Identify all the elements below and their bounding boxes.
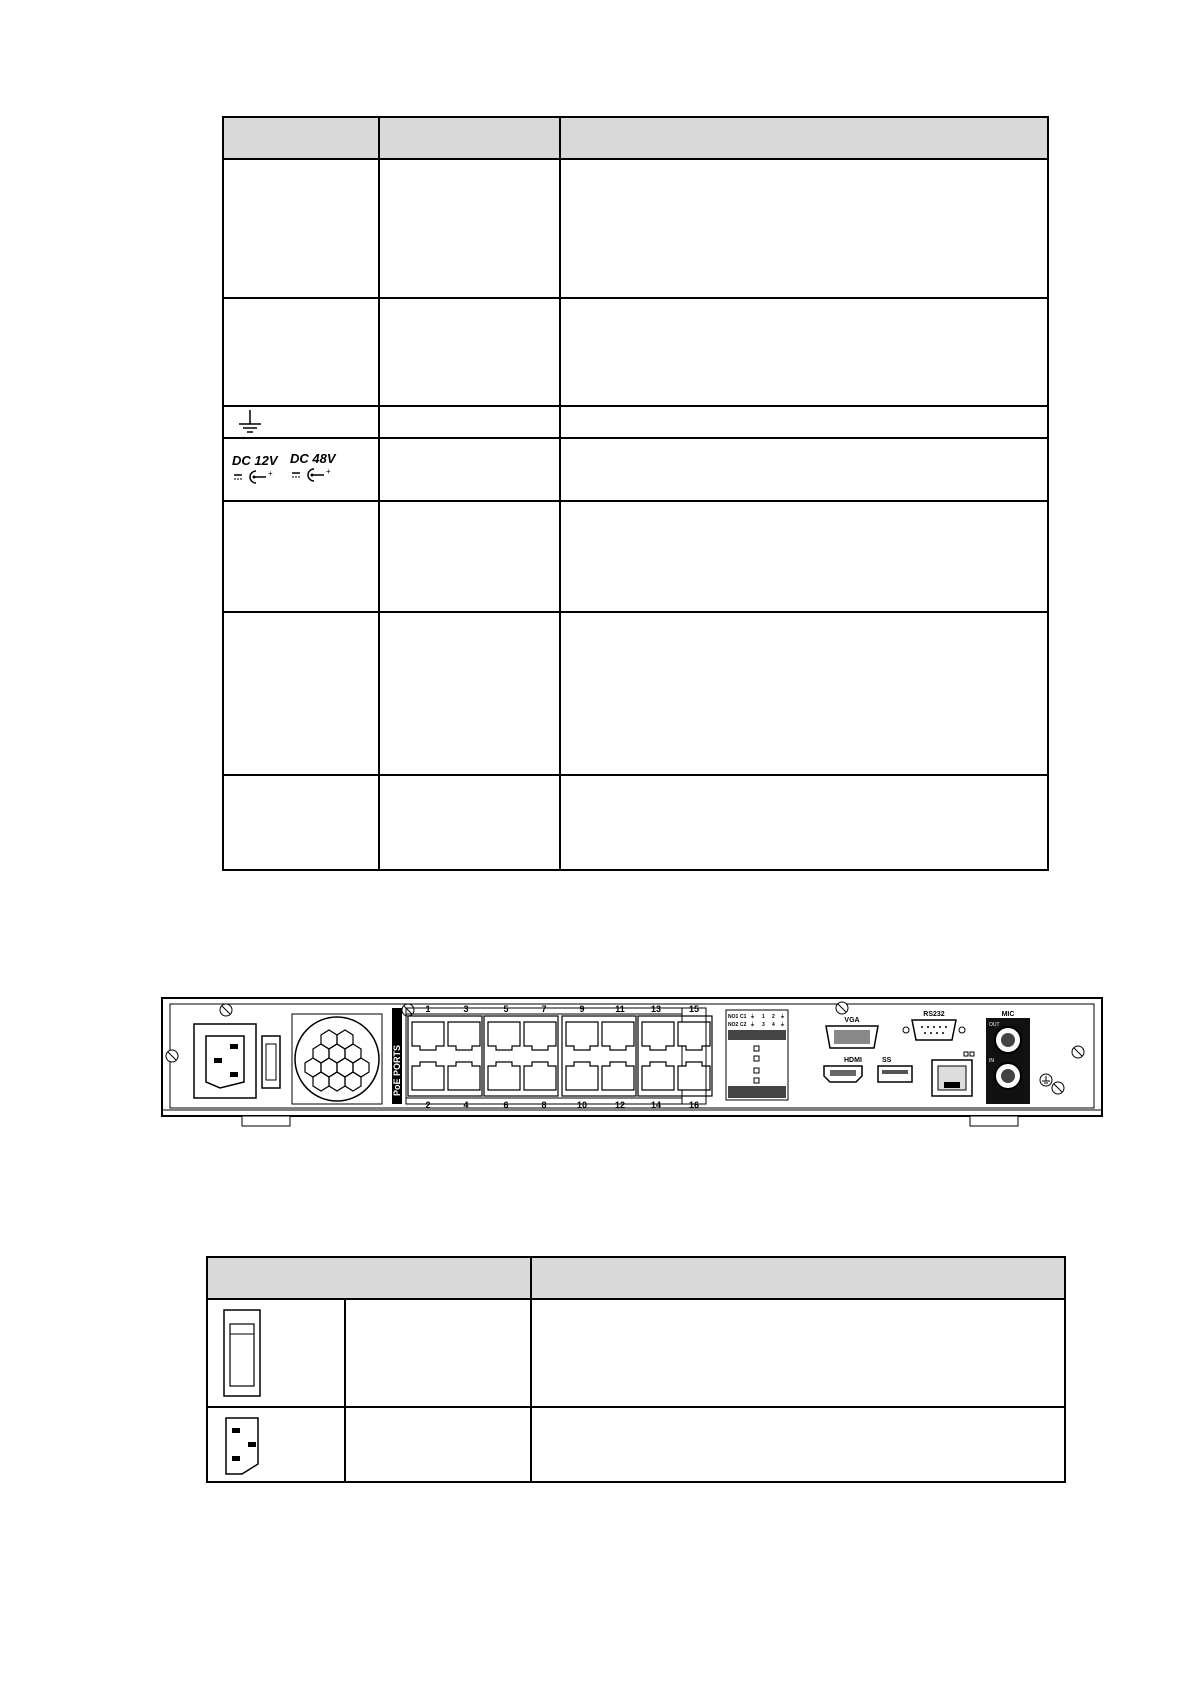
poe-port-icon	[678, 1022, 710, 1050]
poe-label: PoE PORTS	[392, 1044, 402, 1096]
header-cell	[207, 1257, 531, 1299]
mic-label: MIC	[1001, 1011, 1015, 1018]
screw-icon	[836, 1002, 848, 1014]
header-cell	[560, 117, 1048, 159]
port-description-table-1	[222, 116, 1049, 871]
alarm-label: ⏚	[780, 1014, 786, 1020]
header-cell	[531, 1257, 1065, 1299]
alarm-label: NO2	[728, 1022, 739, 1028]
poe-port-icon	[566, 1022, 598, 1050]
alarm-label: ⏚	[750, 1022, 756, 1028]
svg-text:+: +	[326, 467, 331, 476]
port-label-13: 13	[650, 1004, 662, 1014]
alarm-label: ⏚	[750, 1014, 756, 1020]
port-label-6: 6	[503, 1100, 509, 1110]
alarm-label: ⏚	[780, 1022, 786, 1028]
poe-port-icon	[566, 1062, 598, 1090]
poe-port-icon	[412, 1022, 444, 1050]
table-row	[223, 159, 1048, 298]
table-row	[223, 438, 1048, 501]
port-label-3: 3	[463, 1004, 469, 1014]
alarm-terminal-block	[726, 1010, 788, 1100]
table-row	[207, 1407, 1065, 1482]
poe-port-icon	[642, 1022, 674, 1050]
mic-out-label: OUT	[989, 1022, 1000, 1028]
mic-in-label: IN	[989, 1058, 994, 1064]
table-row	[223, 775, 1048, 870]
poe-port-icon	[488, 1062, 520, 1090]
power-switch-icon-cell	[207, 1299, 345, 1407]
header-cell	[379, 117, 560, 159]
svg-text:HDMI: HDMI	[844, 1057, 862, 1064]
alarm-label: C2	[740, 1022, 747, 1028]
poe-port-icon	[448, 1062, 480, 1090]
port-label-2: 2	[425, 1100, 431, 1110]
poe-port-icon	[602, 1062, 634, 1090]
poe-port-icon	[678, 1062, 710, 1090]
table-header-row	[223, 117, 1048, 159]
rear-panel-svg	[160, 996, 1106, 1130]
dc-power-icon-cell	[223, 438, 379, 501]
poe-port-icon	[412, 1062, 444, 1090]
dc12v-label: DC 12V	[232, 453, 278, 468]
rear-panel-diagram	[160, 996, 1106, 1130]
alarm-label: 1	[762, 1014, 765, 1020]
alarm-label: C1	[740, 1014, 747, 1020]
poe-port-icon	[488, 1022, 520, 1050]
screw-icon	[1052, 1082, 1064, 1094]
rs232-label: RS232	[923, 1011, 945, 1018]
svg-text:+: +	[268, 469, 273, 478]
port-description-table-2	[206, 1256, 1066, 1483]
power-inlet-icon	[194, 1024, 256, 1098]
table-row	[207, 1299, 1065, 1407]
port-label-1: 1	[425, 1004, 431, 1014]
usb-label: SS	[882, 1057, 892, 1064]
screw-icon	[1072, 1046, 1084, 1058]
power-switch-icon	[262, 1036, 280, 1088]
port-label-10: 10	[576, 1100, 588, 1110]
dc12v-icon	[232, 453, 284, 491]
power-socket-icon	[222, 1414, 266, 1478]
fan-icon	[292, 1014, 382, 1104]
alarm-label: NO1	[728, 1014, 739, 1020]
alarm-label: 4	[772, 1022, 775, 1028]
table-row	[223, 298, 1048, 406]
port-label-5: 5	[503, 1004, 509, 1014]
power-socket-icon-cell	[207, 1407, 345, 1482]
screw-icon	[220, 1004, 232, 1016]
table-row	[223, 612, 1048, 775]
table-row	[223, 501, 1048, 612]
power-switch-icon	[222, 1308, 262, 1400]
panel-ground-icon	[1040, 1074, 1052, 1086]
header-cell	[223, 117, 379, 159]
port-label-14: 14	[650, 1100, 662, 1110]
port-label-9: 9	[579, 1004, 585, 1014]
alarm-label: 3	[762, 1022, 765, 1028]
poe-port-icon	[602, 1022, 634, 1050]
ground-icon	[230, 407, 270, 437]
port-label-16: 16	[688, 1100, 700, 1110]
dc48v-label: DC 48V	[290, 451, 336, 466]
poe-port-icon	[448, 1022, 480, 1050]
port-label-12: 12	[614, 1100, 626, 1110]
table-row	[223, 406, 1048, 438]
poe-port-icon	[524, 1062, 556, 1090]
poe-port-icon	[642, 1062, 674, 1090]
mic-audio-block	[986, 1011, 1030, 1104]
port-label-4: 4	[463, 1100, 469, 1110]
dc48v-icon	[290, 451, 346, 489]
poe-port-icon	[524, 1022, 556, 1050]
alarm-label: 2	[772, 1014, 775, 1020]
screw-icon	[166, 1050, 178, 1062]
vga-label: VGA	[844, 1017, 860, 1024]
port-label-8: 8	[541, 1100, 547, 1110]
port-label-7: 7	[541, 1004, 547, 1014]
port-label-15: 15	[688, 1004, 700, 1014]
port-label-11: 11	[615, 1004, 625, 1014]
ground-icon-cell	[223, 406, 379, 438]
table-header-row	[207, 1257, 1065, 1299]
